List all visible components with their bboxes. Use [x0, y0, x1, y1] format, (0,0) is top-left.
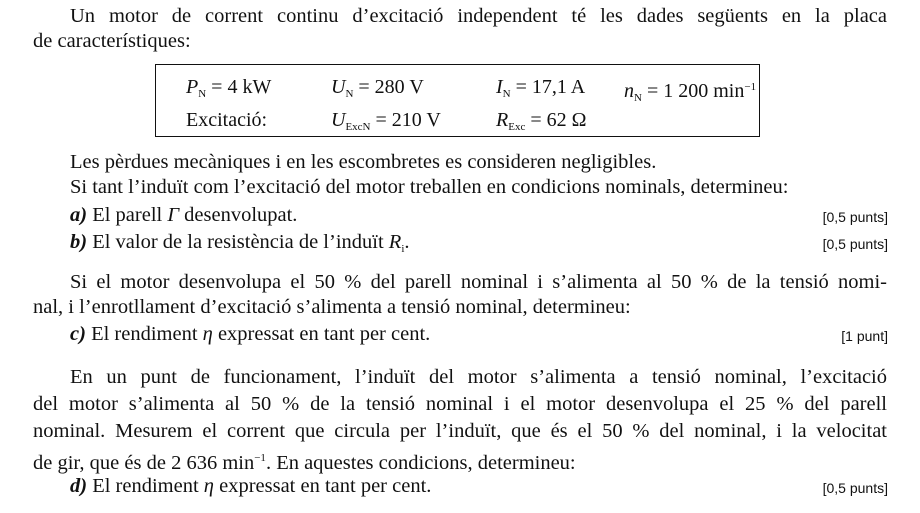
points-b: [0,5 punts]	[822, 236, 888, 252]
question-b: b) El valor de la resistència de l’induït $R_i$.	[70, 231, 410, 255]
excitation-voltage: $U_{ExcN} = 210$ V	[331, 109, 441, 133]
points-d: [0,5 punts]	[822, 480, 888, 496]
part3-line-2: del motor s’alimenta al 50 % de la tensió nominal i el motor desenvolupa el 25 % del parell	[33, 393, 887, 415]
part3-line-1: En un punt de funcionament, l’induït del motor s’alimenta a tensió nominal, l’excitació	[70, 366, 887, 388]
question-d: d) El rendiment η expressat en tant per cent.	[70, 475, 432, 497]
part2-line-2: nal, i l’enrotllament d’excitació s’alimenta a tensió nominal, determineu:	[33, 296, 631, 318]
excitation-resistance: $R_{Exc} = 62$ Ω	[496, 109, 587, 133]
nominal-speed: $n_N = 1$ 200 $\min^{-1}$	[624, 80, 757, 104]
question-a: a) El parell Γ desenvolupat.	[70, 204, 298, 226]
excitation-label: Excitació:	[186, 109, 268, 131]
nameplate-box	[155, 64, 760, 137]
nominal-power: $P_N = 4$ kW	[186, 76, 272, 100]
part1-line-2: Si tant l’induït com l’excitació del motor treballen en condicions nominals, determineu:	[70, 176, 789, 198]
part3-line-3: nominal. Mesurem el corrent que circula per l’induït, que és el 50 % del nominal, i la velocitat	[33, 420, 887, 442]
points-c: [1 punt]	[841, 328, 888, 344]
points-a: [0,5 punts]	[822, 209, 888, 225]
intro-line-1: Un motor de corrent continu d’excitació independent té les dades següents en la placa	[70, 5, 887, 27]
part3-line-4: de gir, que és de 2 636 $\min^{-1}$. En aquestes condicions, determineu:	[33, 451, 576, 474]
nominal-current: $I_N = 17,1$ A	[496, 76, 586, 100]
intro-line-2: de característiques:	[33, 30, 191, 52]
question-c: c) El rendiment η expressat en tant per cent.	[70, 323, 431, 345]
nominal-voltage: $U_N = 280$ V	[331, 76, 424, 100]
part2-line-1: Si el motor desenvolupa el 50 % del parell nominal i s’alimenta al 50 % de la tensió nomi-	[70, 271, 887, 293]
part1-line-1: Les pèrdues mecàniques i en les escombretes es consideren negligibles.	[70, 151, 657, 173]
